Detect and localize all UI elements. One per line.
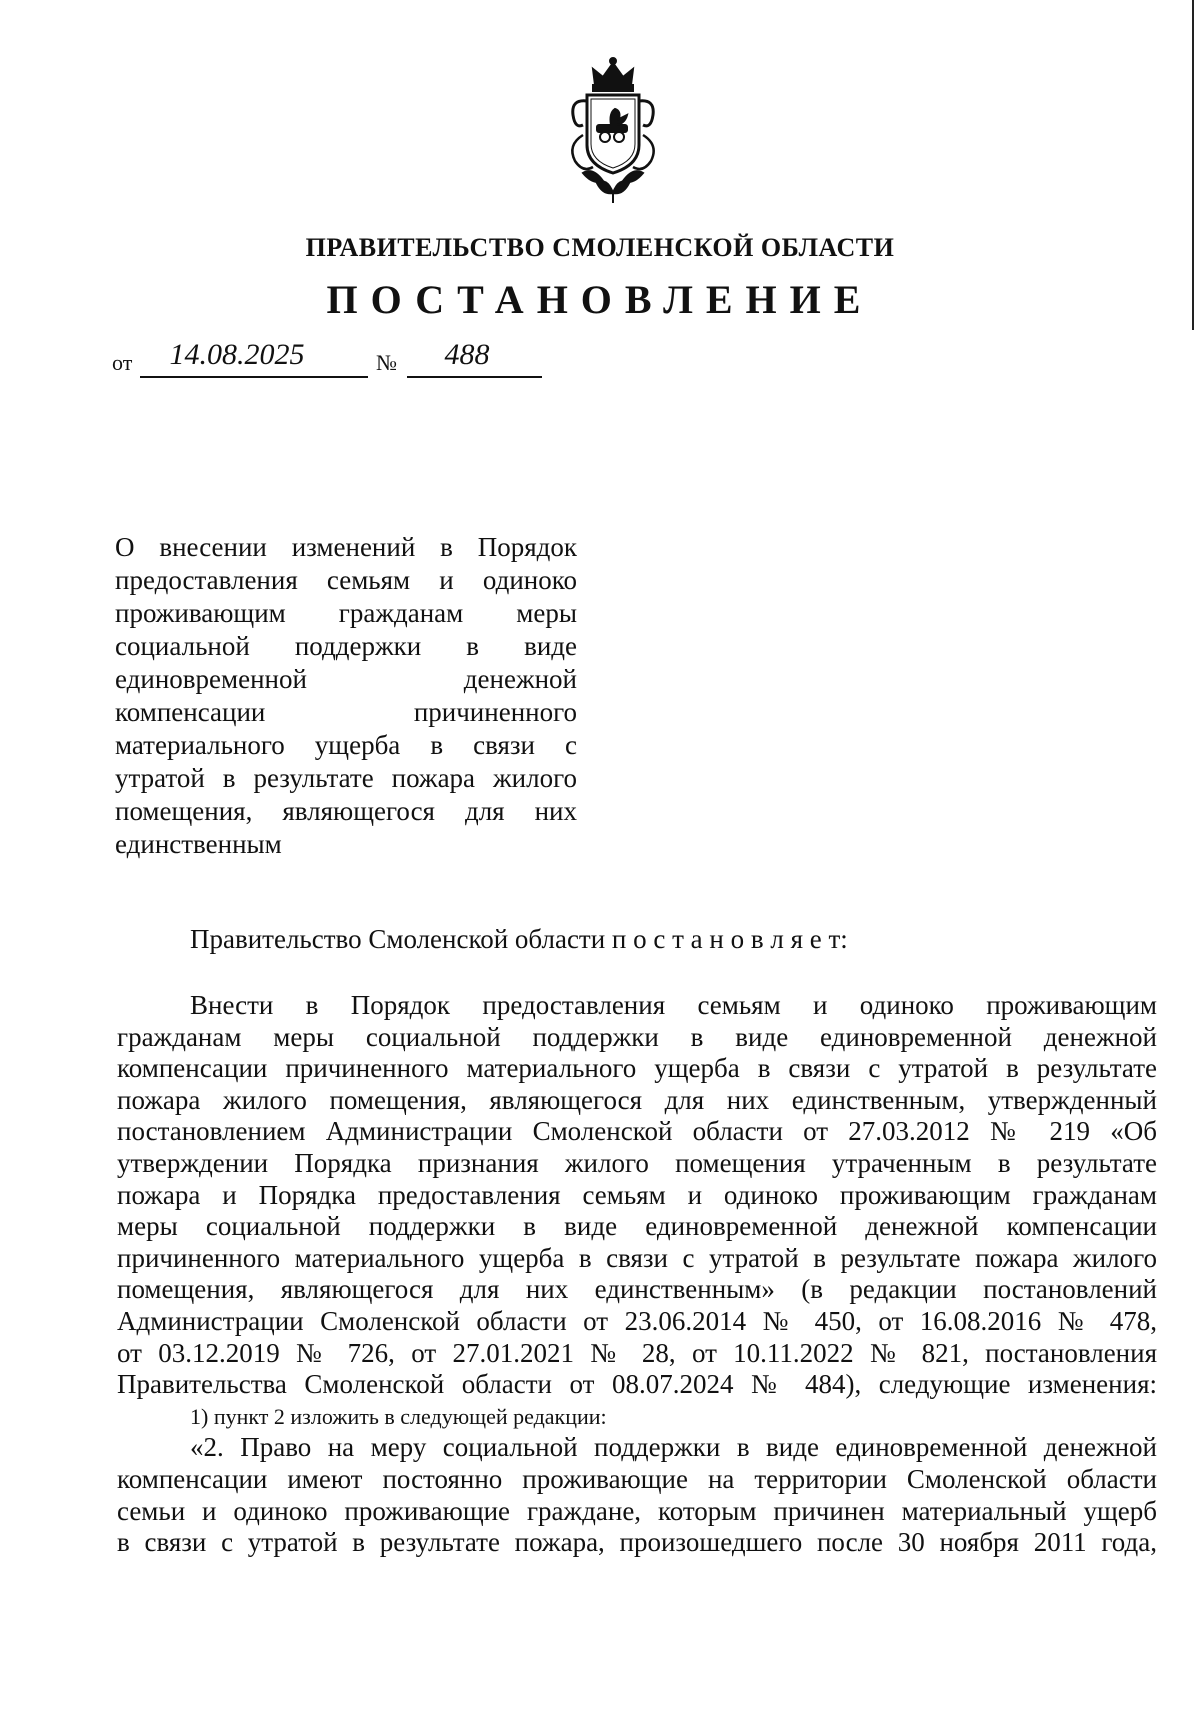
date-underline	[140, 376, 368, 378]
organization-title: ПРАВИТЕЛЬСТВО СМОЛЕНСКОЙ ОБЛАСТИ	[305, 233, 895, 262]
body-line: утверждении Порядка признания жилого помещения утраченным в результате	[117, 1147, 1157, 1178]
from-label: от	[112, 350, 133, 375]
subject-line: проживающим гражданам меры	[115, 598, 577, 628]
document-type-title: ПОСТАНОВЛЕНИЕ	[326, 277, 874, 322]
body-line: пожара жилого помещения, являющегося для них единственным, утвержденный	[117, 1084, 1157, 1115]
body-line: постановлением Администрации Смоленской области от 27.03.2012 № 219 «Об	[117, 1116, 1157, 1147]
subject-line: О внесении изменений в Порядок	[115, 532, 577, 562]
body-line: компенсации имеют постоянно проживающие на территории Смоленской области	[117, 1463, 1157, 1494]
subject-line: утратой в результате пожара жилого	[115, 763, 577, 793]
body-line: от 03.12.2019 № 726, от 27.01.2021 № 28, от 10.11.2022 № 821, постановления	[117, 1337, 1157, 1368]
body-line: Администрации Смоленской области от 23.06.2014 № 450, от 16.08.2016 № 478,	[117, 1305, 1157, 1336]
subject-line: социальной поддержки в виде	[115, 631, 577, 661]
document-date: 14.08.2025	[169, 338, 305, 371]
subject-line: единственным	[115, 829, 282, 859]
document-number: 488	[444, 338, 490, 371]
document-requisites	[112, 338, 552, 378]
number-label: №	[376, 350, 397, 375]
body-line: причиненного материального ущерба в связи с утратой в результате пожара жилого	[117, 1242, 1157, 1273]
preamble-text: Правительство Смоленской области п о с т а н о в л я е т:	[190, 924, 848, 954]
subject-line: предоставления семьям и одиноко	[115, 565, 577, 595]
body-line: гражданам меры социальной поддержки в виде единовременной денежной	[117, 1021, 1157, 1052]
body-line: меры социальной поддержки в виде единовременной денежной компенсации	[117, 1211, 1157, 1242]
body-line: пожара и Порядка предоставления семьям и одиноко проживающим гражданам	[117, 1179, 1157, 1210]
document-body	[117, 990, 1157, 1559]
body-line: в связи с утратой в результате пожара, произошедшего после 30 ноября 2011 года,	[117, 1527, 1157, 1558]
number-underline	[407, 376, 542, 378]
subject-line: помещения, являющегося для них	[115, 796, 577, 826]
coat-of-arms-icon	[553, 55, 673, 205]
subject-line: компенсации причиненного	[115, 697, 577, 727]
body-line: 1) пункт 2 изложить в следующей редакции:	[190, 1403, 607, 1429]
body-line: компенсации причиненного материального ущерба в связи с утратой в результате	[117, 1053, 1157, 1084]
body-line: «2. Право на меру социальной поддержки в виде единовременной денежной	[190, 1432, 1157, 1463]
body-line: семьи и одиноко проживающие граждане, которым причинен материальный ущерб	[117, 1495, 1157, 1526]
body-line: Правительства Смоленской области от 08.07.2024 № 484), следующие изменения:	[117, 1369, 1157, 1400]
body-line: Внести в Порядок предоставления семьям и одиноко проживающим	[190, 990, 1157, 1020]
subject-line: единовременной денежной	[115, 664, 577, 694]
body-line: помещения, являющегося для них единственным» (в редакции постановлений	[117, 1274, 1157, 1305]
subject-line: материального ущерба в связи с	[115, 730, 577, 760]
document-subject	[115, 531, 577, 861]
